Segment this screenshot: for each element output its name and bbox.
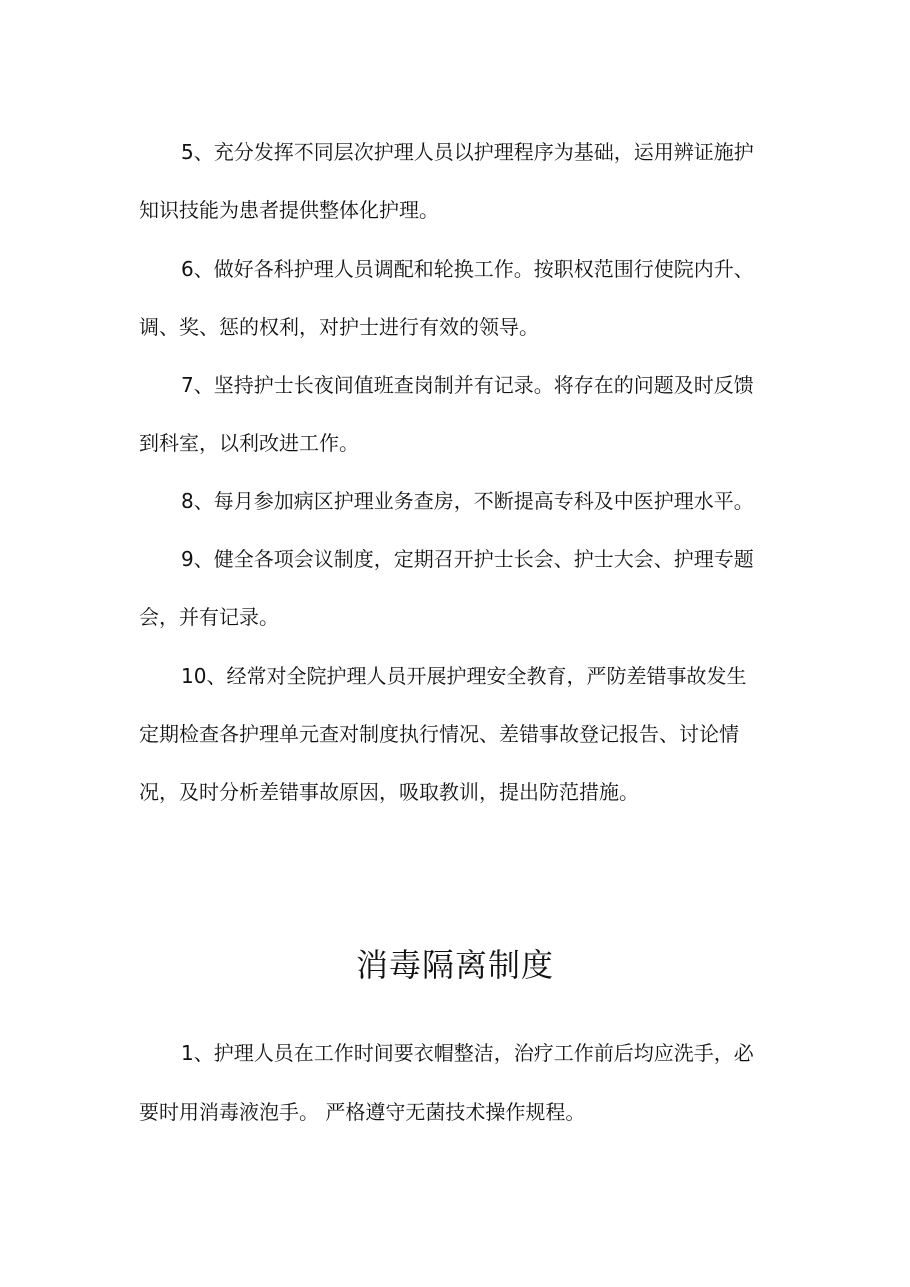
item-5-line-2: 知识技能为患者提供整体化护理。 bbox=[139, 198, 439, 222]
item-7-line-2: 到科室，以利改进工作。 bbox=[139, 431, 359, 455]
item-9-line-1: 9、健全各项会议制度，定期召开护士长会、护士大会、护理专题 bbox=[181, 547, 754, 571]
item-9-line-2: 会，并有记录。 bbox=[139, 605, 279, 629]
item-6-line-2: 调、奖、惩的权利，对护士进行有效的领导。 bbox=[139, 315, 539, 339]
item-6-line-1: 6、做好各科护理人员调配和轮换工作。按职权范围行使院内升、 bbox=[181, 257, 754, 281]
item-7-line-1: 7、坚持护士长夜间值班查岗制并有记录。将存在的问题及时反馈 bbox=[181, 373, 754, 397]
item-10-line-3: 况，及时分析差错事故原因，吸取教训，提出防范措施。 bbox=[139, 780, 639, 804]
item-10-line-2: 定期检查各护理单元查对制度执行情况、差错事故登记报告、讨论情 bbox=[139, 722, 739, 746]
item-10-line-1: 10、经常对全院护理人员开展护理安全教育，严防差错事故发生 bbox=[181, 664, 747, 688]
disinfection-item-1-line-1: 1、护理人员在工作时间要衣帽整洁，治疗工作前后均应洗手，必 bbox=[181, 1041, 754, 1065]
disinfection-item-1-line-2: 要时用消毒液泡手。 严格遵守无菌技术操作规程。 bbox=[139, 1100, 586, 1124]
item-8-line-1: 8、每月参加病区护理业务查房，不断提高专科及中医护理水平。 bbox=[181, 489, 754, 513]
section-title: 消毒隔离制度 bbox=[355, 946, 554, 984]
item-5-line-1: 5、充分发挥不同层次护理人员以护理程序为基础，运用辨证施护 bbox=[181, 140, 754, 164]
